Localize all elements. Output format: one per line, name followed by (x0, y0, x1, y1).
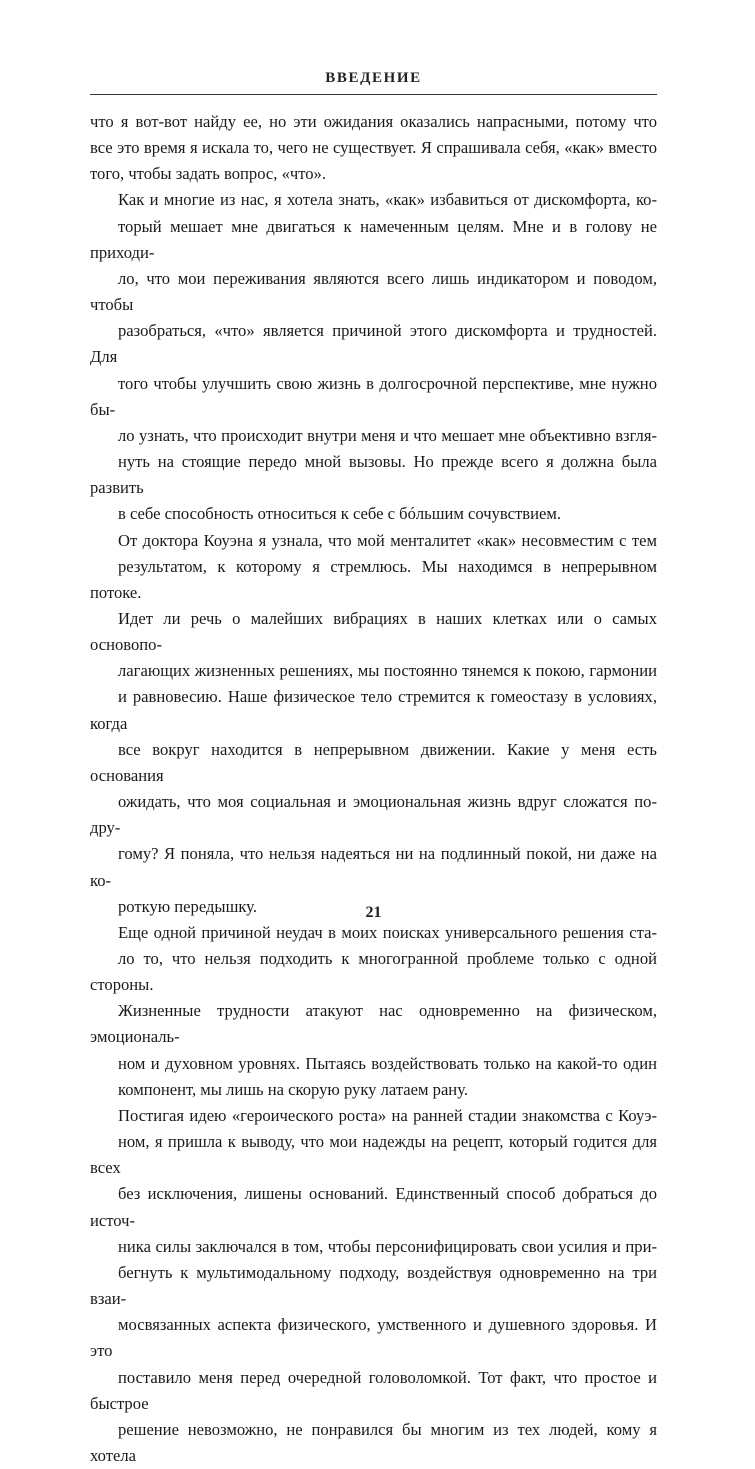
text-line: что я вот-вот найду ее, но эти ожидания оказались напрасными, потому что (90, 112, 657, 131)
text-line: ном и духовном уровнях. Пытаясь воздействовать только на какой-то один (118, 1053, 657, 1073)
text-line: того чтобы улучшить свою жизнь в долгосрочной перспективе, мне нужно бы- (90, 373, 657, 419)
text-line: бегнуть к мультимодальному подходу, воздействуя одновременно на три взаи- (90, 1262, 657, 1309)
text-line: Жизненные трудности атакуют нас одновременно на физическом, эмоциональ- (90, 1001, 657, 1047)
text-line: ожидать, что моя социальная и эмоциональная жизнь вдруг сложатся по-дру- (90, 792, 657, 838)
text-line: ном, я пришла к выводу, что мои надежды на рецепт, который годится для всех (90, 1132, 657, 1178)
text-line: лагающих жизненных решениях, мы постоянно тянемся к покою, гармонии (118, 661, 657, 681)
paragraph-3 (90, 528, 657, 920)
text-line: гому? Я поняла, что нельзя надеяться ни на подлинный покой, ни даже на ко- (90, 844, 657, 890)
text-line: решение невозможно, не понравился бы многим из тех людей, кому я хотела (90, 1419, 657, 1465)
text-line: нуть на стоящие передо мной вызовы. Но прежде всего я должна была развить (90, 452, 657, 498)
header-rule (90, 94, 657, 95)
text-line: в себе способность относиться к себе с бóльшим сочувствием. (118, 504, 562, 524)
text-line: все вокруг находится в непрерывном движении. Какие у меня есть основания (90, 739, 657, 785)
page-number: 21 (365, 904, 382, 921)
text-line: ло, что мои переживания являются всего лишь индикатором и поводом, чтобы (90, 268, 657, 315)
text-line: ло то, что нельзя подходить к многогранной проблеме только с одной стороны. (90, 949, 657, 995)
text-line: результатом, к которому я стремлюсь. Мы находимся в непрерывном потоке. (90, 556, 657, 602)
text-line: ника силы заключался в том, чтобы персонифицировать свои усилия и при- (118, 1236, 657, 1256)
text-line: ло узнать, что происходит внутри меня и что мешает мне объективно взгля- (118, 425, 657, 445)
text-line: Идет ли речь о малейших вибрациях в наших клетках или о самых основопо- (90, 608, 657, 655)
text-line: разобраться, «что» является причиной этого дискомфорта и трудностей. Для (90, 321, 657, 367)
text-line: роткую передышку. (118, 896, 257, 916)
text-line: мосвязанных аспекта физического, умственного и душевного здоровья. И это (90, 1315, 657, 1361)
body-text (90, 109, 657, 1469)
text-line: все это время я искала то, чего не существует. Я спрашивала себя, «как» вместо (90, 138, 657, 158)
text-line: компонент, мы лишь на скорую руку латаем рану. (118, 1079, 468, 1099)
text-line: Постигая идею «героического роста» на ранней стадии знакомства с Коуэ- (118, 1105, 657, 1125)
text-line: Еще одной причиной неудач в моих поисках универсального решения ста- (118, 922, 657, 942)
text-line: Как и многие из нас, я хотела знать, «как» избавиться от дискомфорта, ко- (118, 190, 657, 210)
paragraph-4 (90, 920, 657, 1103)
text-line: От доктора Коуэна я узнала, что мой менталитет «как» несовместим с тем (118, 530, 657, 550)
text-line: того, чтобы задать вопрос, «что». (90, 164, 326, 184)
paragraph-5 (90, 1103, 657, 1469)
text-line: торый мешает мне двигаться к намеченным целям. Мне и в голову не приходи- (90, 216, 657, 262)
running-head: ВВЕДЕНИЕ (325, 70, 422, 86)
paragraph-1 (90, 109, 657, 187)
text-line: без исключения, лишены оснований. Единственный способ добраться до источ- (90, 1184, 657, 1230)
text-line: поставило меня перед очередной головоломкой. Тот факт, что простое и быстрое (90, 1367, 657, 1413)
text-line: и равновесию. Наше физическое тело стремится к гомеостазу в условиях, когда (90, 687, 657, 733)
paragraph-2 (90, 187, 657, 527)
